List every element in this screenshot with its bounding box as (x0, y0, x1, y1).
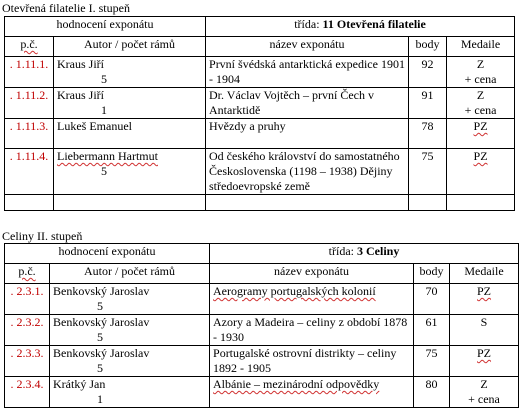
exhibit-title: Hvězdy a pruhy (206, 119, 409, 149)
col-header-num: p.č. (5, 264, 50, 284)
points: 70 (414, 284, 450, 315)
column-header-row (5, 37, 515, 57)
author-cell: Benkovský Jaroslav 5 (50, 346, 210, 377)
table-row (5, 149, 515, 195)
points: 75 (409, 149, 447, 195)
group-header-evaluation: hodnocení exponátu (5, 244, 210, 264)
class-prefix: třída: (328, 244, 354, 258)
points: 91 (409, 88, 447, 119)
author-cell: Kraus Jiří 1 (54, 88, 206, 119)
section-heading: Otevřená filatelie I. stupeň (2, 1, 130, 15)
exhibit-title: První švédská antarktická expedice 1901 - 1904 (206, 57, 409, 88)
exhibit-title: Albánie – mezinárodní odpovědky (210, 377, 414, 408)
entry-number: . 1.11.2. (5, 88, 54, 119)
entry-number: . 2.3.4. (5, 377, 50, 408)
class-name: 11 Otevřená filatelie (322, 17, 426, 31)
entry-number: . 2.3.2. (5, 315, 50, 346)
col-header-author: Autor / počet rámů (50, 264, 210, 284)
exhibit-title: Portugalské ostrovní distrikty – celiny 1892 - 1905 (210, 346, 414, 377)
points: 75 (414, 346, 450, 377)
col-header-medal: Medaile (450, 264, 519, 284)
class-header (206, 17, 515, 37)
table-group-header (5, 244, 519, 264)
class-prefix: třída: (294, 17, 320, 31)
points: 92 (409, 57, 447, 88)
author-cell: Benkovský Jaroslav 5 (50, 284, 210, 315)
points: 78 (409, 119, 447, 149)
exhibit-title: Dr. Václav Vojtěch – první Čech v Antarktidě (206, 88, 409, 119)
table-row (5, 377, 519, 408)
entry-number: . 2.3.1. (5, 284, 50, 315)
empty-row (5, 195, 515, 211)
medal-cell: S (450, 315, 519, 346)
col-header-title: název exponátu (210, 264, 414, 284)
col-header-medal: Medaile (447, 37, 515, 57)
exhibit-title: Od českého království do samostatného Československa (1198 – 1938) Dějiny středoevropské země (206, 149, 409, 195)
medal-cell: PZ (447, 119, 515, 149)
table-row (5, 284, 519, 315)
table-row (5, 119, 515, 149)
class-name: 3 Celiny (357, 244, 400, 258)
col-header-num: p.č. (5, 37, 54, 57)
author-cell: Krátký Jan 1 (50, 377, 210, 408)
author-cell: Liebermann Hartmut 5 (54, 149, 206, 195)
entry-number: . 2.3.3. (5, 346, 50, 377)
section-heading: Celiny II. stupeň (2, 229, 83, 243)
medal-cell: Z + cena (447, 88, 515, 119)
entry-number: . 1.11.3. (5, 119, 54, 149)
table-row (5, 88, 515, 119)
author-cell: Benkovský Jaroslav 5 (50, 315, 210, 346)
exhibit-title: Azory a Madeira – celiny z období 1878 - 1930 (210, 315, 414, 346)
medal-cell: Z + cena (450, 377, 519, 408)
results-table-open-philately (4, 16, 515, 211)
class-header (210, 244, 519, 264)
table-row (5, 315, 519, 346)
col-header-author: Autor / počet rámů (54, 37, 206, 57)
column-header-row (5, 264, 519, 284)
results-table-postal-stationery (4, 243, 519, 408)
author-cell: Kraus Jiří 5 (54, 57, 206, 88)
points: 80 (414, 377, 450, 408)
entry-number: . 1.11.4. (5, 149, 54, 195)
medal-cell: PZ (450, 284, 519, 315)
entry-number: . 1.11.1. (5, 57, 54, 88)
author-cell: Lukeš Emanuel (54, 119, 206, 149)
medal-cell: PZ (447, 149, 515, 195)
table-group-header (5, 17, 515, 37)
table-row (5, 346, 519, 377)
table-row (5, 57, 515, 88)
medal-cell: Z + cena (447, 57, 515, 88)
exhibit-title: Aerogramy portugalských kolonií (210, 284, 414, 315)
col-header-points: body (409, 37, 447, 57)
group-header-evaluation: hodnocení exponátu (5, 17, 206, 37)
col-header-points: body (414, 264, 450, 284)
medal-cell: PZ (450, 346, 519, 377)
col-header-title: název exponátu (206, 37, 409, 57)
points: 61 (414, 315, 450, 346)
